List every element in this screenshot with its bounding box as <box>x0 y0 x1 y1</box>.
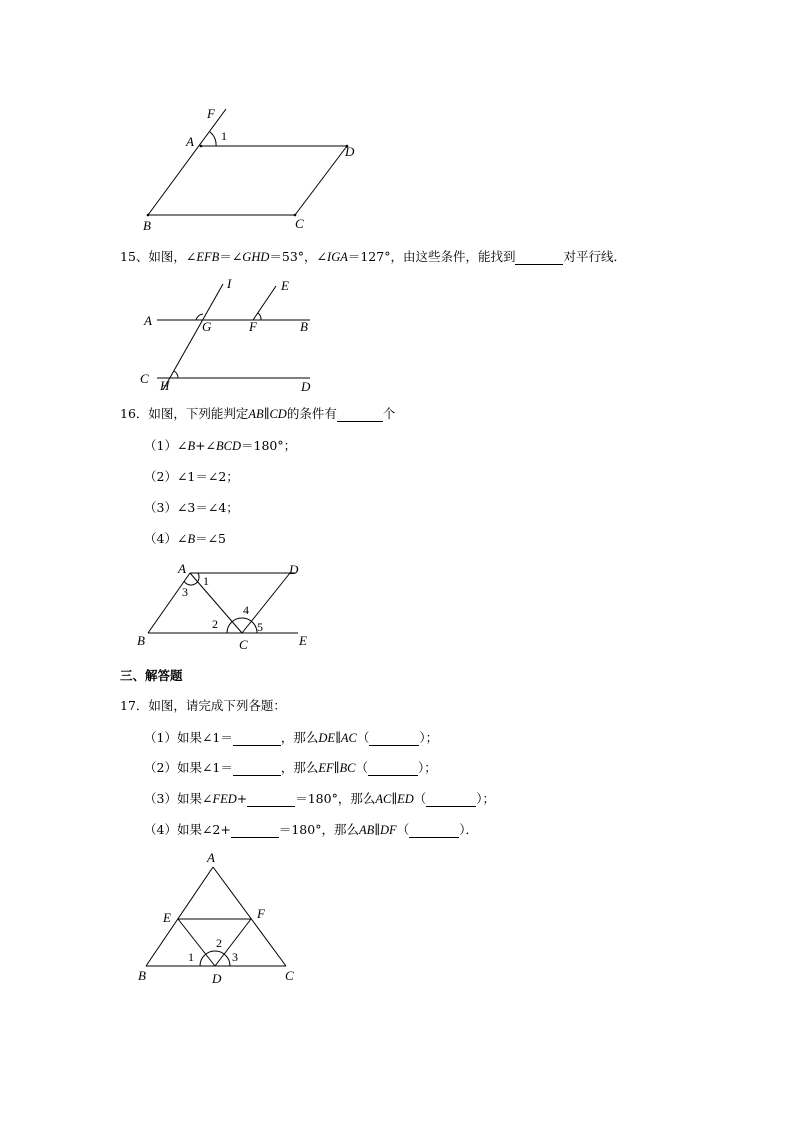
label-4: 4 <box>243 603 249 617</box>
label-d: D <box>289 562 299 577</box>
section-heading-3: 三、解答题 <box>120 668 183 683</box>
label-e: E <box>281 278 289 293</box>
q17-4-angle-blank[interactable] <box>231 825 279 838</box>
label-h: H <box>160 378 170 393</box>
line-af <box>148 109 226 215</box>
label-2: 2 <box>212 617 218 631</box>
label-e: E <box>299 633 307 648</box>
figure-q17-triangle <box>130 845 310 990</box>
line-ac <box>213 867 286 966</box>
line-fe <box>253 286 276 320</box>
q17-1-angle-blank[interactable] <box>233 733 281 746</box>
q16-condition-4: （4）∠B＝∠5 <box>144 531 227 546</box>
q16-condition-1: （1）∠B+∠BCD＝180°； <box>144 438 297 453</box>
line-ih <box>163 284 223 390</box>
angle-f-arc <box>258 313 261 320</box>
q16-number: 16． <box>120 406 149 421</box>
label-a: A <box>186 134 194 149</box>
q17-item-3: （3）如果∠FED+ ＝180°，那么AC∥ED（ ）； <box>144 791 496 806</box>
point-a <box>200 145 203 148</box>
label-f: F <box>257 906 265 921</box>
q17-1-reason-blank[interactable] <box>369 733 419 746</box>
figure-q16 <box>130 560 320 655</box>
q17-2-reason-blank[interactable] <box>368 763 418 776</box>
label-3: 3 <box>182 585 188 599</box>
line-cd <box>295 146 347 215</box>
line-cd <box>242 573 290 633</box>
q15-answer-blank[interactable] <box>515 252 563 265</box>
q17-3-reason-blank[interactable] <box>426 794 476 807</box>
label-c: C <box>140 371 149 386</box>
q17-number: 17． <box>120 698 149 713</box>
label-e: E <box>163 910 171 925</box>
label-1: 1 <box>203 574 209 588</box>
figure-q15-parallel-lines <box>135 272 335 397</box>
label-c: C <box>295 216 304 231</box>
angle-1-arc <box>210 132 216 146</box>
q17-item-4: （4）如果∠2+ ＝180°，那么AB∥DF（ ）． <box>144 822 478 837</box>
q16-condition-3: （3）∠3＝∠4； <box>144 500 239 515</box>
label-c: C <box>239 637 248 652</box>
label-a: A <box>178 561 186 576</box>
q17-item-2: （2）如果∠1＝ ，那么EF∥BC（ ）； <box>144 760 437 775</box>
label-a: A <box>144 313 152 328</box>
q17-4-reason-blank[interactable] <box>409 825 459 838</box>
label-f: F <box>249 319 257 334</box>
q17-3-angle-blank[interactable] <box>247 794 295 807</box>
label-g: G <box>202 319 212 334</box>
label-b: B <box>137 633 145 648</box>
label-b: B <box>138 968 146 983</box>
label-5: 5 <box>257 620 263 634</box>
label-c: C <box>285 968 294 983</box>
point-b <box>147 214 150 217</box>
label-3: 3 <box>232 950 238 964</box>
label-d: D <box>345 144 355 159</box>
label-b: B <box>300 319 308 334</box>
q17-item-1: （1）如果∠1＝ ，那么DE∥AC（ ）； <box>144 730 439 745</box>
label-angle-1: 1 <box>221 129 227 143</box>
angle-h-arc <box>174 371 178 378</box>
label-d: D <box>301 379 311 394</box>
label-1: 1 <box>188 950 194 964</box>
question-17: 17．如图，请完成下列各题： <box>120 698 286 713</box>
line-ab <box>148 573 190 633</box>
label-2: 2 <box>216 936 222 950</box>
figure-q14-parallelogram <box>130 100 370 235</box>
q17-2-angle-blank[interactable] <box>233 763 281 776</box>
label-a: A <box>207 850 215 865</box>
label-d: D <box>212 971 222 986</box>
q16-condition-2: （2）∠1＝∠2； <box>144 469 239 484</box>
q15-number: 15、 <box>120 249 149 264</box>
label-f: F <box>207 106 215 121</box>
label-i: I <box>227 276 232 291</box>
question-16: 16．如图，下列能判定AB∥CD的条件有 个 <box>120 406 396 421</box>
label-b: B <box>143 218 151 233</box>
q16-answer-blank[interactable] <box>337 409 383 422</box>
question-15: 15、如图，∠EFB＝∠GHD＝53°，∠IGA＝127°，由这些条件，能找到 对平行线． <box>120 249 626 264</box>
line-ed <box>178 919 215 966</box>
